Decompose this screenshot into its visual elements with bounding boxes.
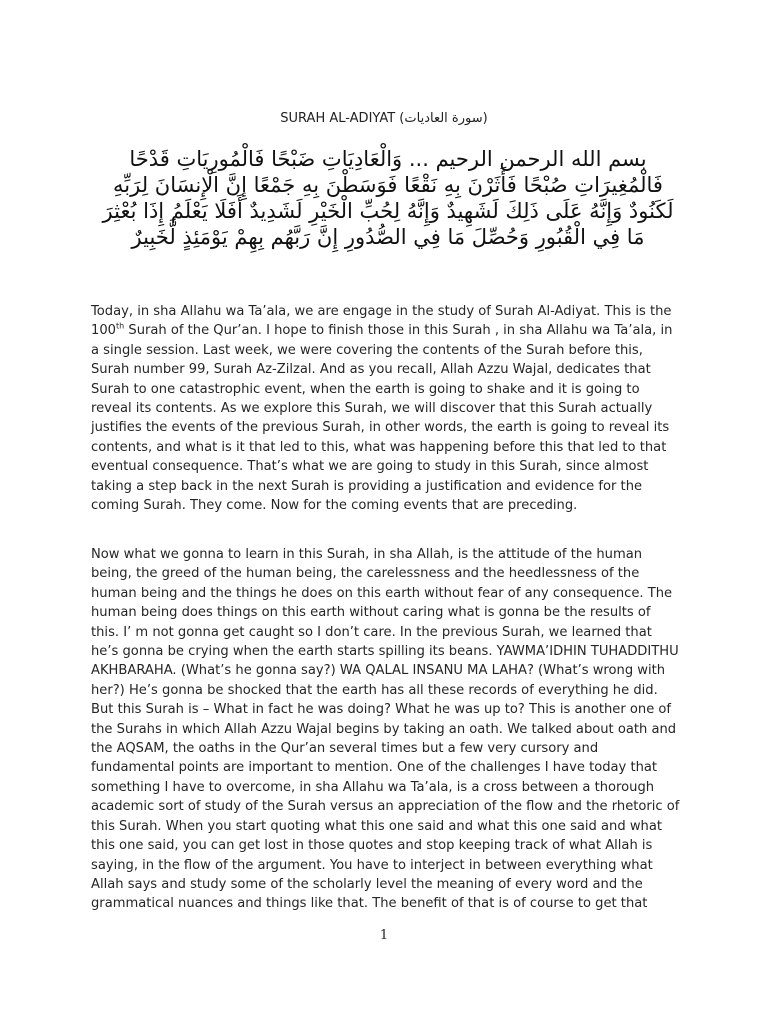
- paragraph-1-text-a: Today, in sha Allahu wa Ta’ala, we are engage in the study of Surah Al-Adiyat. This is the 100: [91, 304, 672, 339]
- paragraph-2: Now what we gonna to learn in this Surah, in sha Allah, is the attitude of the human being, the greed of the human being, the carelessness and the heedlessness of the human being and the things he does on this earth without fear of any consequence. The human being does things on this earth without caring what is gonna be the results of this. I’ m not gonna get caught so I don’t care. In the previous Surah, we learned that he’s gonna be crying when the earth starts spilling its beans. YAWMA’IDHIN TUHADDITHU AKHBARAHA. (What’s he gonna say?) WA QALAL INSANU MA LAHA? (What’s wrong with her?) He’s gonna be shocked that the earth has all these records of everything he did. But this Surah is – What in fact he was doing? What he was up to? This is another one of the Surahs in which Allah Azzu Wajal begins by taking an oath. We talked about oath and the AQSAM, the oaths in the Qur’an several times but a few very cursory and fundamental points are important to mention. One of the challenges I have today that something I have to overcome, in sha Allahu wa Ta’ala, is a cross between a thorough academic sort of study of the Surah versus an appreciation of the flow and the rhetoric of this Surah. When you start quoting what this one said and what this one said and what this one said, you can get lost in those quotes and stop keeping track of what Allah is saying, in the flow of the argument. You have to interject in between everything what Allah says and study some of the scholarly level the meaning of every word and the grammatical nuances and things like that. The benefit of that is of course to get that: [91, 547, 680, 912]
- ordinal-suffix: th: [116, 322, 125, 332]
- page-number: 1: [379, 928, 389, 943]
- paragraph-1: [91, 302, 681, 515]
- arabic-verses: بسم الله الرحمن الرحيم ... وَالْعَادِيَاتِ ضَبْحًا فَالْمُورِيَاتِ قَدْحًا فَالْمُغِيرَاتِ صُبْحًا فَأَثَرْنَ بِهِ نَقْعًا فَوَسَطْنَ بِهِ جَمْعًا إِنَّ الْإِنسَانَ لِرَبِّهِ لَكَنُودٌ وَإِنَّهُ عَلَى ذَلِكَ لَشَهِيدٌ وَإِنَّهُ لِحُبِّ الْخَيْرِ لَشَدِيدٌ أَفَلَا يَعْلَمُ إِذَا بُعْثِرَ مَا فِي الْقُبُورِ وَحُصِّلَ مَا فِي الصُّدُورِ إِنَّ رَبَّهُم بِهِمْ يَوْمَئِذٍ لَّخَبِيرٌ: [102, 147, 674, 249]
- document-title: SURAH AL-ADIYAT (سورة العاديات): [280, 111, 488, 126]
- paragraph-1-text-b: Surah of the Qur’an. I hope to finish those in this Surah , in sha Allahu wa Ta’ala, in a single session. Last week, we were covering the contents of the Surah before this, Surah number 99, Surah Az-Zilzal. And as you recall, Allah Azzu Wajal, dedicates that Surah to one catastrophic event, when the earth is going to shake and it is going to reveal its contents. As we explore this Surah, we will discover that this Surah actually justifies the events of the previous Surah, in other words, the earth is going to reveal its contents, and what is it that led to this, what was happening before this that led to that eventual consequence. That’s what we are going to study in this Surah, since almost taking a step back in the next Surah is providing a justification and evidence for the coming Surah. They come. Now for the coming events that are preceding.: [91, 323, 673, 514]
